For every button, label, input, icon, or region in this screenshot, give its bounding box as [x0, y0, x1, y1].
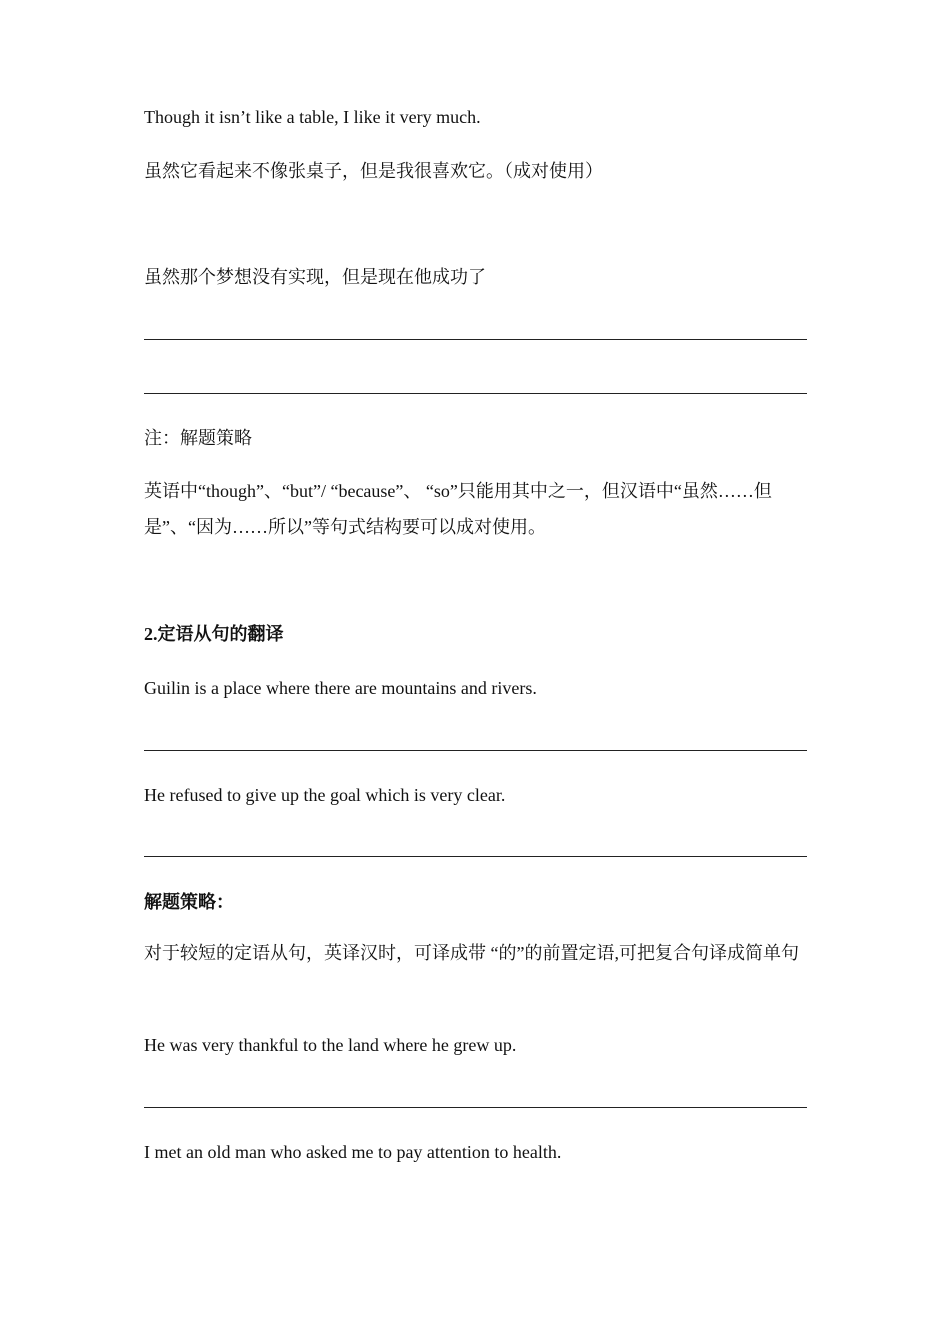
- answer-line-3: [144, 750, 807, 751]
- strategy-body: 对于较短的定语从句，英译汉时，可译成带 “的”的前置定语,可把复合句译成简单句: [144, 943, 799, 963]
- note-title: 注：解题策略: [144, 428, 252, 448]
- exercise-sentence-3: He was very thankful to the land where he grew up.: [144, 1035, 517, 1055]
- answer-line-5: [144, 1107, 807, 1108]
- strategy-heading: 解题策略：: [144, 892, 234, 912]
- answer-line-1: [144, 339, 807, 340]
- answer-line-2: [144, 393, 807, 394]
- section-heading: 2.定语从句的翻译: [144, 624, 284, 644]
- answer-line-4: [144, 856, 807, 857]
- exercise-sentence-1: Guilin is a place where there are mountains and rivers.: [144, 678, 537, 698]
- example-sentence-chinese: 虽然它看起来不像张桌子，但是我很喜欢它。（成对使用）: [144, 161, 603, 181]
- note-body: 英语中“though”、“but”/ “because”、 “so”只能用其中之一，但汉语中“虽然……但是”、“因为……所以”等句式结构要可以成对使用。: [144, 481, 772, 537]
- exercise-sentence-4: I met an old man who asked me to pay attention to health.: [144, 1142, 562, 1162]
- exercise-sentence-2: He refused to give up the goal which is very clear.: [144, 785, 506, 805]
- example-sentence-english: Though it isn’t like a table, I like it very much.: [144, 107, 481, 127]
- exercise-prompt-chinese: 虽然那个梦想没有实现，但是现在他成功了: [144, 267, 486, 287]
